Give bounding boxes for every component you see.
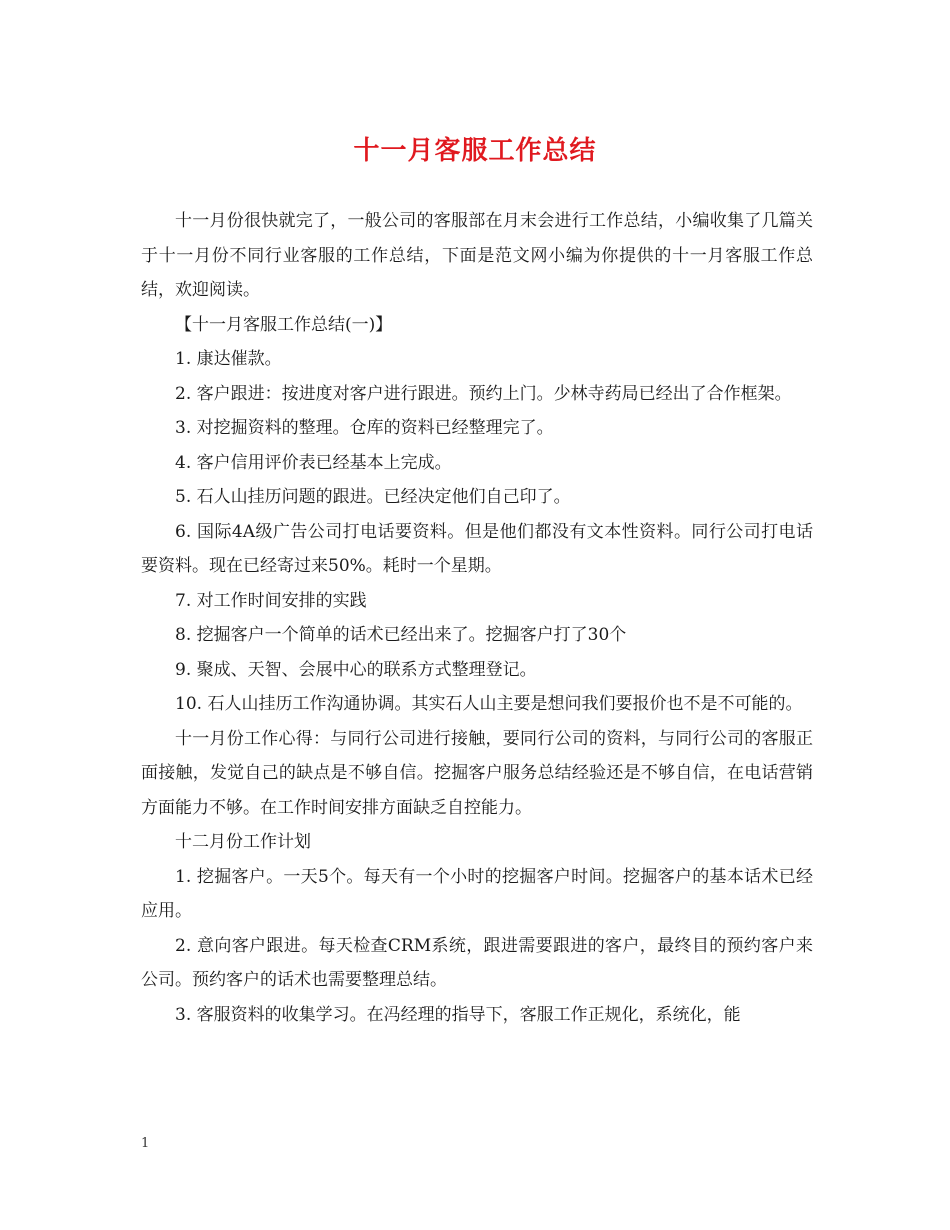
list-item: 3. 客服资料的收集学习。在冯经理的指导下，客服工作正规化，系统化，能 bbox=[175, 1004, 741, 1025]
list-item: 2. 客户跟进：按进度对客户进行跟进。预约上门。少林寺药局已经出了合作框架。 bbox=[175, 383, 792, 404]
document-title: 十一月客服工作总结 bbox=[353, 136, 597, 166]
list-item: 9. 聚成、天智、会展中心的联系方式整理登记。 bbox=[175, 659, 537, 680]
section-heading-december-plan: 十二月份工作计划 bbox=[175, 832, 311, 852]
list-item: 4. 客户信用评价表已经基本上完成。 bbox=[175, 452, 452, 473]
list-item: 10. 石人山挂历工作沟通协调。其实石人山主要是想问我们要报价也不是不可能的。 bbox=[175, 694, 803, 714]
page-number: 1 bbox=[141, 1136, 150, 1151]
list-item: 3. 对挖掘资料的整理。仓库的资料已经整理完了。 bbox=[175, 418, 554, 438]
document-body bbox=[141, 204, 813, 1032]
paragraph-intro: 十一月份很快就完了，一般公司的客服部在月末会进行工作总结，小编收集了几篇关于十一月份不同行业客服的工作总结，下面是范文网小编为你提供的十一月客服工作总结，欢迎阅读。 bbox=[141, 211, 813, 300]
list-item: 1. 康达催款。 bbox=[175, 349, 282, 369]
list-item: 2. 意向客户跟进。每天检查CRM系统，跟进需要跟进的客户，最终目的预约客户来公司。预约客户的话术也需要整理总结。 bbox=[141, 935, 813, 990]
paragraph-reflection: 十一月份工作心得：与同行公司进行接触，要同行公司的资料，与同行公司的客服正面接触，发觉自己的缺点是不够自信。挖掘客户服务总结经验还是不够自信，在电话营销方面能力不够。在工作时间安排方面缺乏自控能力。 bbox=[141, 728, 813, 818]
list-item: 8. 挖掘客户一个简单的话术已经出来了。挖掘客户打了30个 bbox=[175, 625, 627, 645]
list-item: 7. 对工作时间安排的实践 bbox=[175, 590, 367, 611]
section-heading-summary-one: 【十一月客服工作总结(一)】 bbox=[175, 314, 393, 335]
list-item: 6. 国际4A级广告公司打电话要资料。但是他们都没有文本性资料。同行公司打电话要资料。现在已经寄过来50%。耗时一个星期。 bbox=[141, 521, 813, 576]
list-item: 1. 挖掘客户。一天5个。每天有一个小时的挖掘客户时间。挖掘客户的基本话术已经应用。 bbox=[141, 866, 813, 921]
list-item: 5. 石人山挂历问题的跟进。已经决定他们自己印了。 bbox=[175, 487, 571, 507]
